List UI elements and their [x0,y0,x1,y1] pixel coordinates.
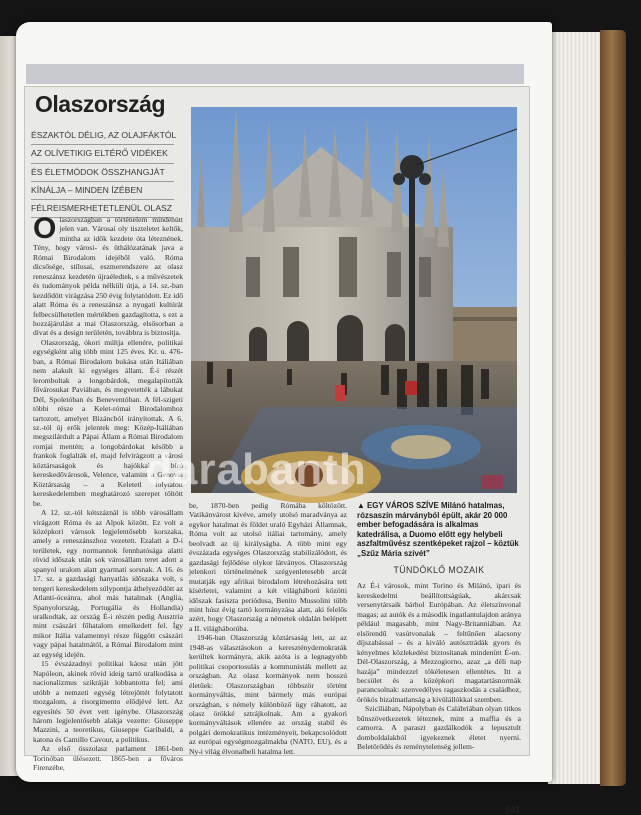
tagline: ÉS ÉLETMÓDOK ÖSSZHANGJÁT [31,164,174,182]
drop-cap: O [33,212,57,245]
book-cover-edge [600,30,626,786]
paragraph: 15 évszázadnyi politikai káosz után jött Napóleon, akinek rövid ideig tartó uralkodása a nacionalizmus szikráját lobbantotta fel; ami utóbb a nemzeti egység létrejöttét folytatott mozgalom, a risorgimento elődjévé lett. Az egyesítés 50 évet vett igénybe. Olaszország három legjelentősebb alakja vezette: Giuseppe Mazzini, a teoretikus, Giuseppe Garibaldi, a katona és Camillo Cavour, a politikus. [33,659,183,744]
paragraph: Olaszországban a történelem mindenütt jelen van. Városai oly tiszteletet keltők, mintha az idők kezdete óta léteznének. Tény, hogy városi- és üthálózatának java a Római Birodalom idejéből való. Róma dicsősége, stílusai, eszmerendszere az olasz reneszánsz kezdetén újraéledtek, s a művészetek és tudományok példa nélküli útja, a 14. sz.-ban kezdődött virágzása 250 évig folytatódott. Ez idő alatt Róma és a reneszánsz a nyugati kultúrát felbecsülhetetlen mértékben gazdagította, s ezt a hozzájárulást a mai Olaszország, elsősorban a divat és a design területén, továbbra is biztosítja. [33,212,183,338]
paragraph: Az É-i városok, mint Torino és Milánó, ipari és kereskedelmi beállítottságúak, akárcsak versenytársaik bárhol Európában. Az életszínvonal magas; az autók és a második ingatlantulajdon aránya például magasabb, mint Nagy-Britanniában. Az elsőrendű vasútvonalak – feltűnően alacsony díjszabással – és a kiváló autósztrádák gyors és kényelmes közlekedést biztosítanak mindenütt É-on. Dél-Olaszország, a Mezzogiorno, azaz „a déli nap hazája” mindezzel tökéletesen ellentétes. Itt a becsület és a középkori magatartásnormák parancsolnak: szenvedélyes ragaszkodás a családhoz, örökös bizalmatlanság a kívülállókkal szemben. [357,581,521,704]
tagline-list [31,127,177,218]
cathedral-illustration [191,107,517,493]
page-number: 541 [505,805,521,815]
paragraph: Az első összolasz parlament 1861-ben Torinóban ülésezett. 1865-ben a főváros Firenzébe, [33,744,183,773]
paragraph: Szicíliában, Nápolyban és Calábriában olyan titkos bűnszövetkezetek léteznek, mint a maffia és a camorra. A paraszt gazdálkodók a lepusztult domboldalakból igyekeznek életet nyerni. Beletörődés és reménytelenség jellem- [357,704,521,752]
tagline: KÍNÁLJA – MINDEN ÍZÉBEN [31,182,174,200]
paragraph: Olaszország, ókori múltja ellenére, politikai egységként alig több mint 125 éves. Kr. u. 476-ban, a Római Birodalom bukása után Itáliában nem alakult ki egységes állam. É-i részét leromboltak a longobárdok, megalapították fővárosukat Paviában, és megvetették a lábukat Dél, Spoletóban és Beneventóban. A fél-szigeti többi része a Kelet-római Birodalomhoz tartozott, amelyet Bizáncból irányítottak. A 6. sz.-tól új erők jelentek meg: Közép-Itáliában megszilárdult a Pápai Állam a Római Birodalom romjai mentén; a longobárdokat később a frankok foglalták el, majd felvirágzott a városi köztársaságok és hajókkal bíró kereskedővárosok, Velence, valamint a Genovai Köztársaság – a Keletetl folytatott kereskedelemben meghatározó szerepet töltött be. [33,337,183,508]
tagline: ÉSZAKTÓL DÉLIG, AZ OLAJFÁKTÓL [31,127,174,145]
text-column-2 [189,501,347,756]
tagline: FÉLREISMERHETETLENÜL OLASZ [31,200,174,218]
section-subhead: TÜNDÖKLŐ MOZAIK [393,565,485,575]
book-page [16,22,552,815]
article-title: Olaszország [35,91,165,117]
watermark: darabanth [145,445,367,494]
milan-cathedral-photo [191,107,517,493]
photo-caption: ▲ EGY VÁROS SZÍVE Milánó hatalmas, rózsaszín márványból épült, akár 20 000 ember befogadására is alkalmas katedrálisa, a Duomo előtt egy helybeli aszfaltművész szentképeket rajzol – köztük „Szűz Mária szívét” [357,501,519,558]
header-band [26,64,524,84]
article-panel [24,86,530,815]
paragraph: be, 1870-ben pedig Rómába költözött. Vatikánvárost kivéve, amely utolsó maradványa az egykor hatalmat és földet uraló Egyházi Államnak, Róma volt az utolsó itáliai tartomány, amely beolvadt az új királyságba. A több mint egy évszázada egységes Olaszország stabilizálódott, és gazdasági fejlődése olykor látványos. Olaszország jelenkori történelmének szégyenletesebb arcát mutatják egy afrikai birodalom létrehozására tett kísérletei, valamint a két világháború közötti időszak fasiszta periódusa, Benito Mussolini több mint húsz évig tartó kormányzása alatt, aki felelős azért, hogy Olaszország a németek oldalán belépett a II. világháborúba. [189,501,347,633]
paragraph: 1946-ban Olaszország köztársaság lett, az az 1948-as választásokon a kereszténydemokraták kerültek kormányra, akik azóta is a legnagyobb politikai csoportosulás a kommunisták mellett az országban. Az olasz kormányok nem hosszú életűek: Olaszországban többször történt kormányváltás, mint bármely más európai országban, s némely különböző ügy ráhatott, az olasz örökké sztrájkolnak. Am a gyakori kormányváltások ellenére az ország stabil és polgári demokratikus intézményeit, bekapcsolódott az európai egységmozgalmakba (NATO, EU), és a Ny-i világ élvonalbeli hatalma lett. [189,633,347,756]
paragraph: A 12. sz.-tól kétszáznál is több városállam virágzott Róma és az Alpok között. Ez volt a középkori városok legjelentősebb korszaka, amely a reneszánszhoz vezetett. Ezalatt a D-i területek, egy normannok fennhatósága alatti rövid időszak után sok városállam teret adott a spanyol uralom alatt gyarmati sorsnak. A 16. és 17. sz. a gazdasági hanyatlás időszaka volt, s tengeri kereskedelem súlypontja áthelyeződött az Atlanti-óceánra, ahol más hatalmak (Anglia, Spanyolország, Portugália és Hollandia) uralkodtak, az ország É-i részén pedig Ausztria mint császári főhatalom emelkedett fel. Így mikor Itália valamennyi része függött császári vagy pápai hatalmától, a Római Birodalom mint az egység idején. [33,508,183,659]
text-column-3 [357,501,521,752]
tagline: AZ OLÍVETIKIG ELTÉRŐ VIDÉKEK [31,145,174,163]
